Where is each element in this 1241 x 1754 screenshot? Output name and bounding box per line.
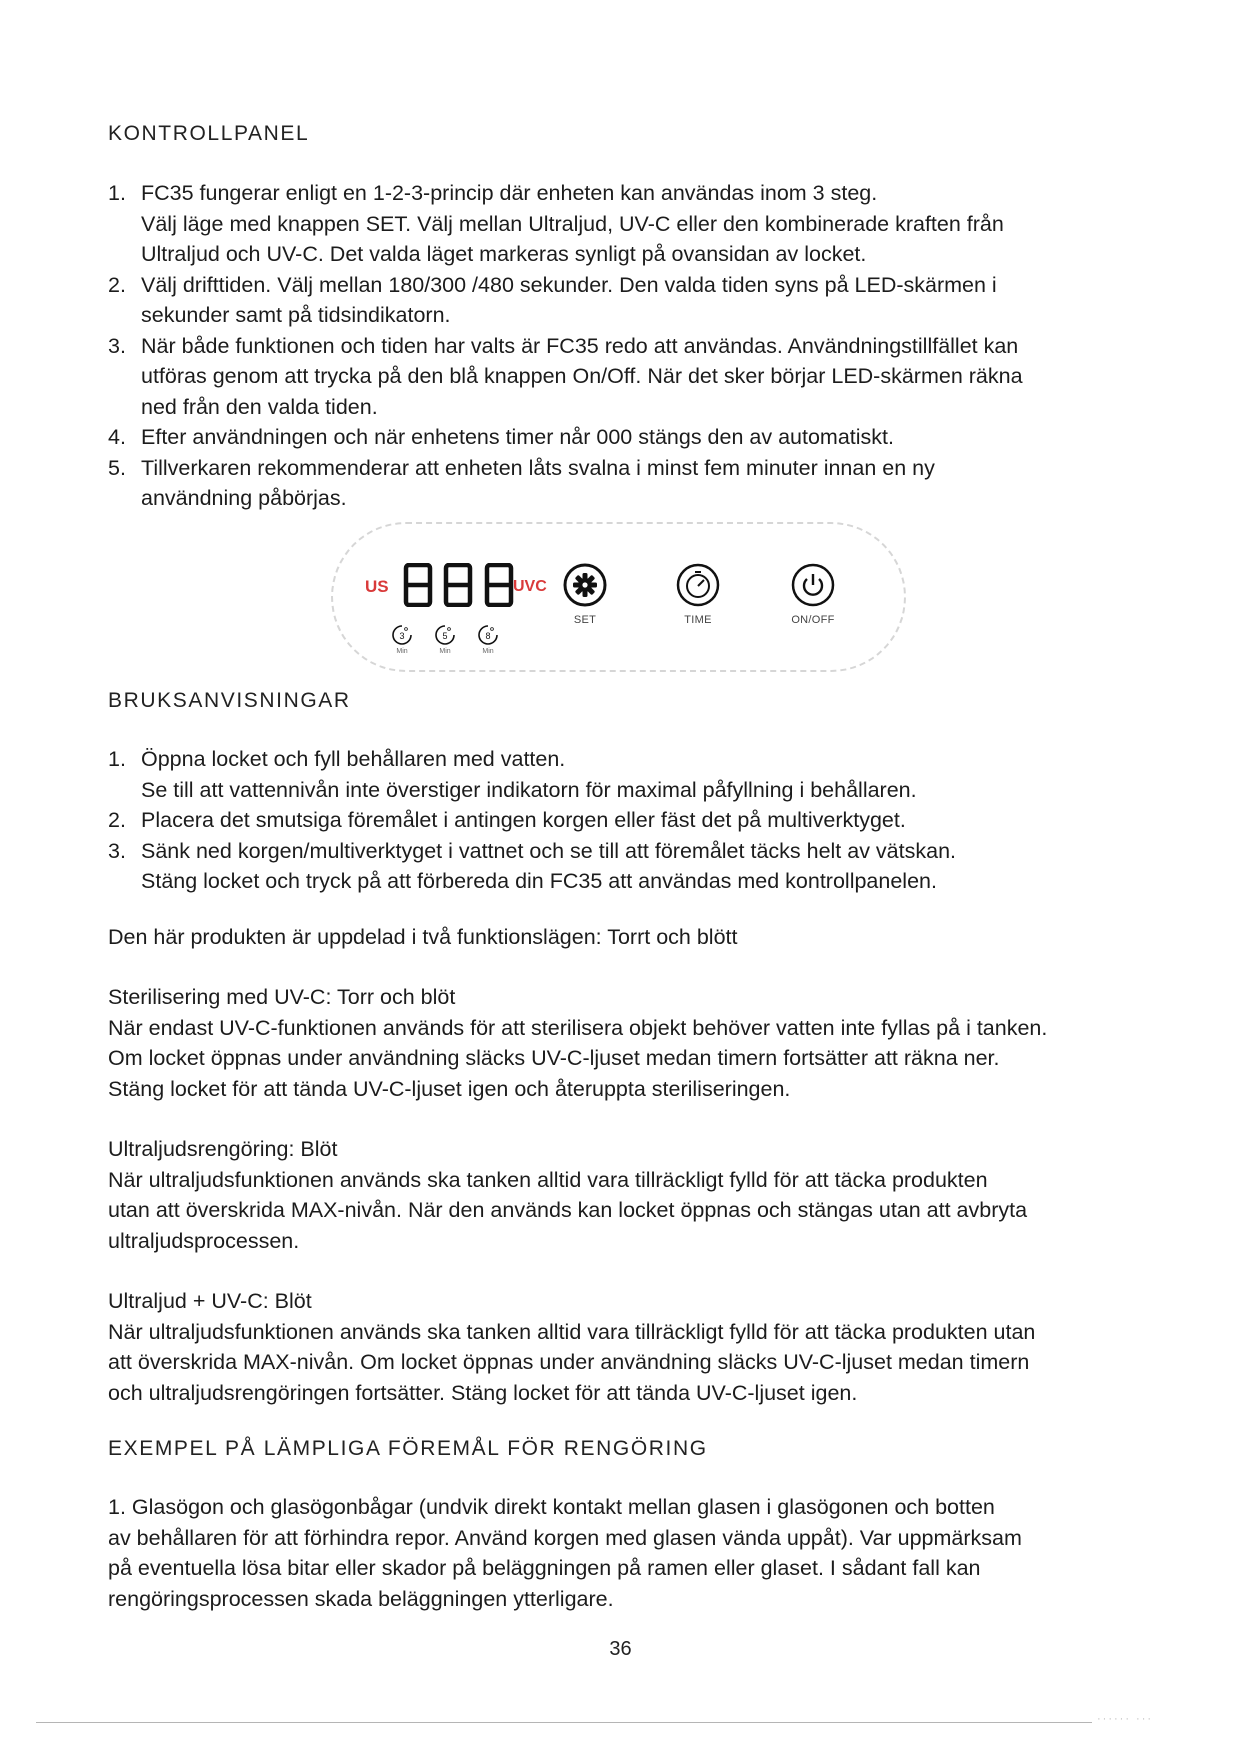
svg-text:3: 3 <box>399 631 405 641</box>
led-digit <box>443 563 473 607</box>
control-panel-steps <box>108 178 1168 514</box>
mode-ultrasonic-cleaning: Ultraljudsrengöring: Blöt När ultraljudsfunktionen används ska tanken alltid vara tillräckligt fylld för att täcka produkten utan att överskrida MAX-nivån. När den används kan locket öppnas och stängas utan att avbryta ultraljudsprocessen. <box>108 1134 1168 1256</box>
power-button[interactable]: ON/OFF <box>790 562 836 626</box>
set-button[interactable]: SET <box>562 562 608 626</box>
us-indicator: US <box>365 577 389 596</box>
footer-divider <box>36 1722 1092 1723</box>
mode-title: Ultraljud + UV-C: Blöt <box>108 1289 312 1313</box>
svg-text:8: 8 <box>485 631 491 641</box>
mode-uvc-sterilisation: Sterilisering med UV-C: Torr och blöt När endast UV-C-funktionen används för att sterilisera objekt behöver vatten inte fyllas på i tanken. Om locket öppnas under användning släcks UV-C-ljuset medan timern fortsätter att räkna ner. Stäng locket för att tända UV-C-ljuset igen och återuppta steriliseringen. <box>108 982 1168 1104</box>
control-panel-heading: KONTROLLPANEL <box>108 122 310 145</box>
svg-text:5: 5 <box>442 631 448 641</box>
timer-indicator-8: 8 Min <box>477 624 499 655</box>
list-item: 1. Öppna locket och fyll behållaren med vatten. Se till att vattennivån inte överstiger indikatorn för maximal påfyllning i behållaren. <box>108 747 917 802</box>
mode-title: Sterilisering med UV-C: Torr och blöt <box>108 985 456 1009</box>
timer-ring-icon <box>477 624 499 646</box>
timer-indicator-5: 5 Min <box>434 624 456 655</box>
mode-ultrasonic-uvc: Ultraljud + UV-C: Blöt När ultraljudsfunktionen används ska tanken alltid vara tillräckligt fylld för att täcka produkten utan att överskrida MAX-nivån. Om locket öppnas under användning släcks UV-C-ljuset medan timern och ultraljudsrengöringen fortsätter. Stäng locket för att tända UV-C-ljuset igen. <box>108 1286 1168 1408</box>
examples-heading: EXEMPEL PÅ LÄMPLIGA FÖREMÅL FÖR RENGÖRING <box>108 1437 708 1460</box>
list-item: 3. Sänk ned korgen/multiverktyget i vattnet och se till att föremålet täcks helt av vätskan. Stäng locket och tryck på att förbereda din FC35 att användas med kontrollpanelen. <box>108 838 957 893</box>
led-digit <box>484 563 514 607</box>
time-button[interactable]: TIME <box>675 562 721 626</box>
timer-icon <box>675 562 721 608</box>
gear-icon <box>562 562 608 608</box>
list-item: 2. Placera det smutsiga föremålet i antingen korgen eller fäst det på multiverktyget. <box>108 808 906 832</box>
list-item: 1. FC35 fungerar enligt en 1-2-3-princip där enheten kan användas inom 3 steg. Välj läge med knappen SET. Välj mellan Ultraljud, UV-C eller den kombinerade kraften från Ultraljud och UV-C. Det valda läget markeras synligt på ovansidan av locket. <box>108 181 1004 266</box>
list-item: 3. När både funktionen och tiden har valts är FC35 redo att användas. Användningstillfället kan utföras genom att trycka på den blå knappen On/Off. När det sker börjar LED-skärmen räkna ned från den valda tiden. <box>108 333 1023 419</box>
power-icon <box>790 562 836 608</box>
mode-title: Ultraljudsrengöring: Blöt <box>108 1137 338 1161</box>
timer-ring-icon <box>434 624 456 646</box>
uvc-indicator: UVC <box>513 578 547 595</box>
footer-dots: ······ ··· <box>1097 1713 1154 1725</box>
instruction-steps <box>108 744 1168 897</box>
list-item: 2. Välj drifttiden. Välj mellan 180/300 /480 sekunder. Den valda tiden syns på LED-skärmen i sekunder samt på tidsindikatorn. <box>108 272 997 327</box>
examples-list: 1. Glasögon och glasögonbågar (undvik direkt kontakt mellan glasen i glasögonen och botten av behållaren för att förhindra repor. Använd korgen med glasen vända uppåt). Var uppmärksam på eventuella lösa bitar eller skador på beläggningen på ramen eller glaset. I sådant fall kan rengöringsprocessen skada beläggningen ytterligare. <box>108 1495 1022 1611</box>
instructions-heading: BRUKSANVISNINGAR <box>108 689 351 712</box>
led-display <box>403 563 520 612</box>
timer-indicator-3: 3 Min <box>391 624 413 655</box>
led-digit <box>403 563 433 607</box>
modes-intro: Den här produkten är uppdelad i två funktionslägen: Torrt och blött <box>108 925 738 949</box>
list-item: 5. Tillverkaren rekommenderar att enheten låts svalna i minst fem minuter innan en ny användning påbörjas. <box>108 455 935 510</box>
list-item: 4. Efter användningen och när enhetens timer når 000 stängs den av automatiskt. <box>108 425 894 449</box>
page-number: 36 <box>609 1638 632 1660</box>
timer-ring-icon <box>391 624 413 646</box>
